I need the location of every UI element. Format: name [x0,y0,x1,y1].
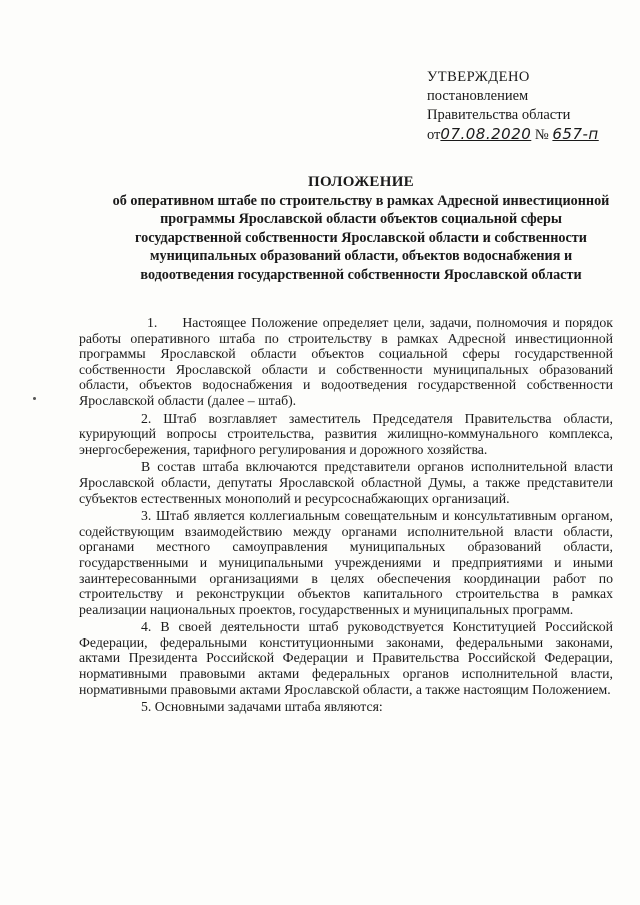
paragraph-2: 2. Штаб возглавляет заместитель Председателя Правительства области, курирующий вопросы строительства, развития жилищно-коммунального комплекса, энергосбережения, тарифного регулирования и дорожного хозяйства. [79,410,613,457]
approval-line-government: Правительства области [427,107,571,123]
approval-from-label: от [427,127,441,143]
document-title [108,173,614,285]
approval-number-label: № [534,127,549,143]
paragraph-1: 1. Настоящее Положение определяет цели, задачи, полномочия и порядок работы оперативного штаба по строительству в рамках Адресной инвестиционной программы Ярославской области объектов социальной сферы государственной собственности Ярославской области и собственности муниципальных образований области, объектов водоснабжения и водоотведения государственной собственности Ярославской области (далее – штаб). [79,315,613,408]
paragraph-3: 3. Штаб является коллегиальным совещательным и консультативным органом, содействующим взаимодействию между органами исполнительной власти области, органами местного самоуправления муниципальных образований области, государственными и муниципальными учреждениями и предприятиями и иными заинтересованными организациями в целях обеспечения координации работ по строительству и реконструкции объектов капитального строительства в рамках реализации национальных проектов, государственных и муниципальных программ. [79,508,613,617]
approval-heading: УТВЕРЖДЕНО [427,69,530,85]
document-body [79,315,613,717]
approval-number: 657-п [552,125,599,143]
paragraph-5: 5. Основными задачами штаба являются: [141,699,383,715]
approval-line-resolution: постановлением [427,88,529,104]
document-title-main: ПОЛОЖЕНИЕ [308,174,414,190]
paragraph-2-continued: В состав штаба включаются представители органов исполнительной власти Ярославской области, депутаты Ярославской областной Думы, а также представители субъектов естественных монополий и ресурсоснабжающих организаций. [79,459,613,506]
approval-date-line [427,125,627,145]
approval-date: 07.08.2020 [440,125,532,143]
paragraph-4: 4. В своей деятельности штаб руководствуется Конституцией Российской Федерации, федеральными конституционными законами, федеральными законами, актами Президента Российской Федерации и Правительства Российской Федерации, нормативными правовыми актами федеральных органов исполнительной власти, нормативными правовыми актами Ярославской области, а также настоящим Положением. [79,619,613,697]
approval-stamp [427,68,627,145]
margin-mark [33,397,36,400]
document-title-subtitle: об оперативном штабе по строительству в рамках Адресной инвестиционной программы Ярославской области объектов социальной сферы государственной собственности Ярославской области и собственности муниципальных образований области, объектов водоснабжения и водоотведения государственной собственности Ярославской области [112,192,610,283]
